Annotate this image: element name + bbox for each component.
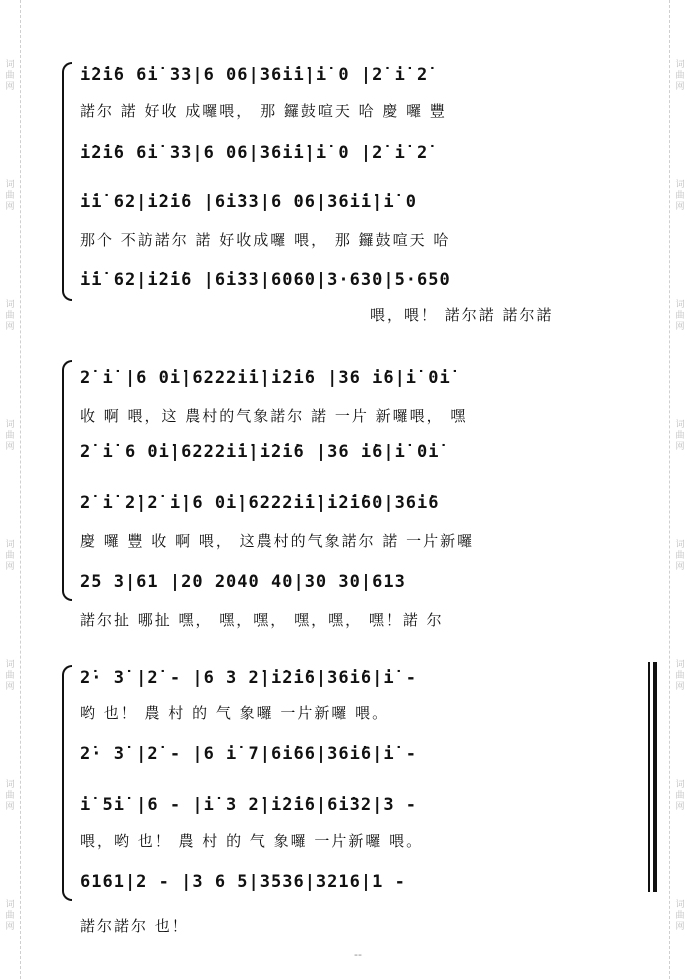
watermark-right-8: 词曲网 — [675, 900, 685, 932]
notation-row: i̇ 5i̇ |6 - |i̇ 3 2̇|i̇2̇i̇6|6i̇32|3 - — [80, 795, 418, 815]
notation-row: 2̇· 3̇ |2̇ - |6 i̇ 7|6i̇66|36i̇6|i̇ - — [80, 744, 418, 764]
lyric-row: 收 啊 喂，这 農村的气象諾尔 諾 一片 新囉喂， 嘿 — [80, 407, 468, 425]
notation-row: 2̇ i̇ 2̇|2̇ i̇|6 0i̇|6222i̇i̇|i̇2̇i̇60|36i̇6 — [80, 493, 440, 513]
lyric-row: 哟 也！ 農 村 的 气 象囉 一片新囉 喂。 — [80, 704, 390, 722]
left-margin-strip — [0, 0, 21, 979]
notation-row: i̇2̇i̇6 6i̇ 33|6 06|36i̇i̇|i̇ 0 |2̇ i̇ 2̇ — [80, 65, 429, 85]
lyric-row: 那个 不訪諾尔 諾 好收成囉 喂， 那 鑼鼓喧天 哈 — [80, 231, 451, 249]
watermark-left-4: 词曲网 — [5, 420, 15, 452]
lyric-row: 諾尔 諾 好收 成囉喂， 那 鑼鼓喧天 哈 慶 囉 豐 — [80, 102, 447, 120]
watermark-left-2: 词曲网 — [5, 180, 15, 212]
watermark-right-2: 词曲网 — [675, 180, 685, 212]
notation-row: i̇i̇ 62|i̇2̇i̇6 |6i̇33|6 06|36i̇i̇|i̇ 0 — [80, 192, 418, 212]
notation-row: i̇2̇i̇6 6i̇ 33|6 06|36i̇i̇|i̇ 0 |2̇ i̇ 2̇ — [80, 143, 429, 163]
lyric-row: 喂，喂！ 諾尔諾 諾尔諾 — [370, 306, 554, 324]
right-margin-strip — [669, 0, 690, 979]
watermark-left-7: 词曲网 — [5, 780, 15, 812]
watermark-right-4: 词曲网 — [675, 420, 685, 452]
watermark-right-6: 词曲网 — [675, 660, 685, 692]
watermark-left-6: 词曲网 — [5, 660, 15, 692]
watermark-right-5: 词曲网 — [675, 540, 685, 572]
notation-row: 2̇ i̇ |6 0i̇|6222i̇i̇|i̇2̇i̇6 |36 i̇6|i̇ 0i̇ — [80, 368, 451, 388]
system-brace-2 — [62, 360, 72, 601]
watermark-right-7: 词曲网 — [675, 780, 685, 812]
watermark-left-3: 词曲网 — [5, 300, 15, 332]
watermark-left-5: 词曲网 — [5, 540, 15, 572]
notation-row: 6161|2 - |3 6 5|3536|3216|1 - — [80, 872, 406, 892]
final-barline-thick — [653, 662, 657, 892]
notation-row: i̇i̇ 62|i̇2̇i̇6 |6i̇33|6060|3·630|5·650 — [80, 270, 451, 290]
lyric-row: 慶 囉 豐 收 啊 喂， 这農村的气象諾尔 諾 一片新囉 — [80, 532, 475, 550]
lyric-row: 諾尔扯 哪扯 嘿， 嘿，嘿， 嘿，嘿， 嘿！諾 尔 — [80, 611, 444, 629]
notation-row: 2̇· 3̇ |2̇ - |6 3 2̇|i̇2̇i̇6|36i̇6|i̇ - — [80, 668, 418, 688]
watermark-right-1: 词曲网 — [675, 60, 685, 92]
lyric-row: 喂，哟 也！ 農 村 的 气 象囉 一片新囉 喂。 — [80, 832, 424, 850]
watermark-left-1: 词曲网 — [5, 60, 15, 92]
notation-row: 2̇ i̇ 6 0i̇|6222i̇i̇|i̇2̇i̇6 |36 i̇6|i̇ 0i̇ — [80, 442, 440, 462]
watermark-left-8: 词曲网 — [5, 900, 15, 932]
system-brace-1 — [62, 62, 72, 301]
watermark-right-3: 词曲网 — [675, 300, 685, 332]
final-barline-thin — [648, 662, 650, 892]
system-brace-3 — [62, 665, 72, 901]
page-number: -- — [354, 948, 362, 961]
lyric-row: 諾尔諾尔 也！ — [80, 917, 189, 935]
notation-row: 25 3|61 |20 2040 40|30 30|613 — [80, 572, 406, 592]
